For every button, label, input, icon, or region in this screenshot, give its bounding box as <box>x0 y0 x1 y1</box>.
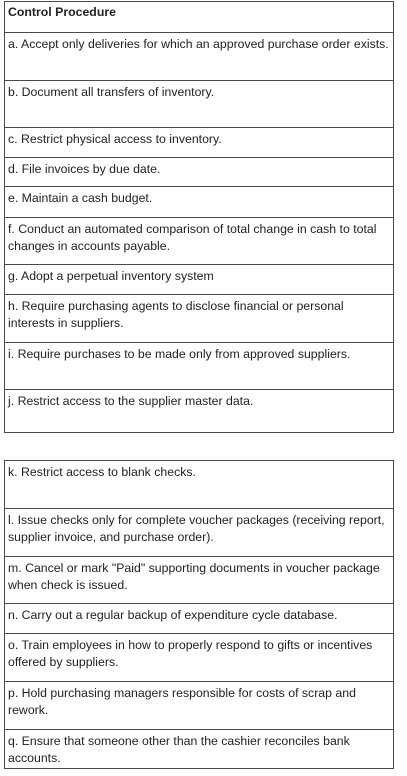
table-row: c. Restrict physical access to inventory. <box>5 128 394 158</box>
table-row: b. Document all transfers of inventory. <box>5 81 394 128</box>
table-row: i. Require purchases to be made only from approved suppliers. <box>5 343 394 390</box>
table-row: q. Ensure that someone other than the cashier reconciles bank accounts. <box>5 730 394 769</box>
column-header: Control Procedure <box>5 2 394 33</box>
table-row: g. Adopt a perpetual inventory system <box>5 265 394 295</box>
control-procedure-table-1 <box>4 1 394 433</box>
table-row: h. Require purchasing agents to disclose financial or personal interests in suppliers. <box>5 295 394 343</box>
table-row: j. Restrict access to the supplier master data. <box>5 390 394 433</box>
table-row: d. File invoices by due date. <box>5 158 394 187</box>
table-row: e. Maintain a cash budget. <box>5 187 394 218</box>
table-row: m. Cancel or mark "Paid" supporting documents in voucher package when check is issued. <box>5 557 394 604</box>
table-row: a. Accept only deliveries for which an approved purchase order exists. <box>5 33 394 81</box>
table-row: l. Issue checks only for complete voucher packages (receiving report, supplier invoice, and purchase order). <box>5 509 394 557</box>
table-row: k. Restrict access to blank checks. <box>5 461 394 509</box>
table-row: n. Carry out a regular backup of expenditure cycle database. <box>5 604 394 634</box>
table-row: p. Hold purchasing managers responsible for costs of scrap and rework. <box>5 682 394 730</box>
control-procedure-table-2 <box>4 460 394 769</box>
table-row: f. Conduct an automated comparison of total change in cash to total changes in accounts payable. <box>5 218 394 265</box>
table-row: o. Train employees in how to properly respond to gifts or incentives offered by suppliers. <box>5 634 394 682</box>
